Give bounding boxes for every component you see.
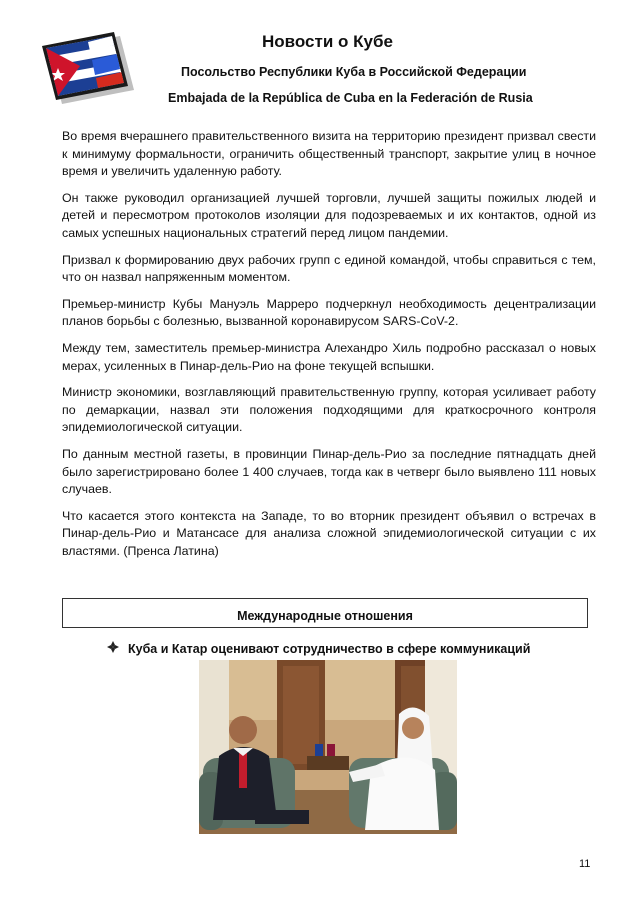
cuba-russia-flag-icon [38, 30, 138, 106]
article-paragraph: Между тем, заместитель премьер-министра Алехандро Хиль подробно рассказал о новых мерах, усиленных в Пинар-дель-Рио на фоне текущей вспышки. [62, 340, 596, 373]
meeting-photo [199, 660, 457, 834]
page-header [0, 0, 641, 120]
section-heading: Международные отношения [237, 609, 413, 623]
article-paragraph: Что касается этого контекста на Западе, то во вторник президент объявил о встречах в Пинар-дель-Рио и Матансасе для анализа сложной эпидемиологической ситуации с их властями. (Пренса Латина) [62, 508, 596, 558]
article-paragraph: Во время вчерашнего правительственного визита на территорию президент призвал свести к минимуму формальности, ограничить общественный транспорт, закрытие улиц в ночное время и увеличить удаленную работу. [62, 129, 596, 179]
headline-text: Куба и Катар оценивают сотрудничество в сфере коммуникаций [128, 642, 531, 656]
article-paragraph: Министр экономики, возглавляющий правительственную группу, которая усиливает работу по демаркации, назвал эти положения подходящими для краткосрочного контроля эпидемиологической ситуации. [62, 385, 596, 435]
embassy-name-ru: Посольство Республики Куба в Российской Федерации [181, 65, 527, 79]
page-title: Новости о Кубе [262, 32, 393, 51]
diamond-bullet-icon [107, 641, 121, 656]
embassy-name-es: Embajada de la República de Cuba en la Federación de Rusia [168, 91, 533, 105]
article-body [62, 128, 596, 569]
page-number: 11 [579, 858, 591, 870]
article-paragraph: Он также руководил организацией лучшей торговли, лучшей защиты пожилых людей и детей и пересмотром протоколов изоляции для подозреваемых и их контактов, одной из самых успешных национальных стратегий перед лицом пандемии. [62, 190, 596, 240]
article-paragraph: Премьер-министр Кубы Мануэль Марреро подчеркнул необходимость децентрализации планов борьбы с болезнью, вызванной коронавирусом SARS-CoV-2. [62, 296, 596, 329]
article-paragraph: Призвал к формированию двух рабочих групп с единой командой, чтобы справиться с тем, что он назвал напряженным моментом. [62, 252, 596, 285]
section-heading-box [62, 598, 588, 628]
article-paragraph: По данным местной газеты, в провинции Пинар-дель-Рио за последние пятнадцать дней было зарегистрировано более 1 400 случаев, тогда как в четверг было выявлено 111 новых случаев. [62, 446, 596, 497]
article-headline [107, 641, 530, 656]
